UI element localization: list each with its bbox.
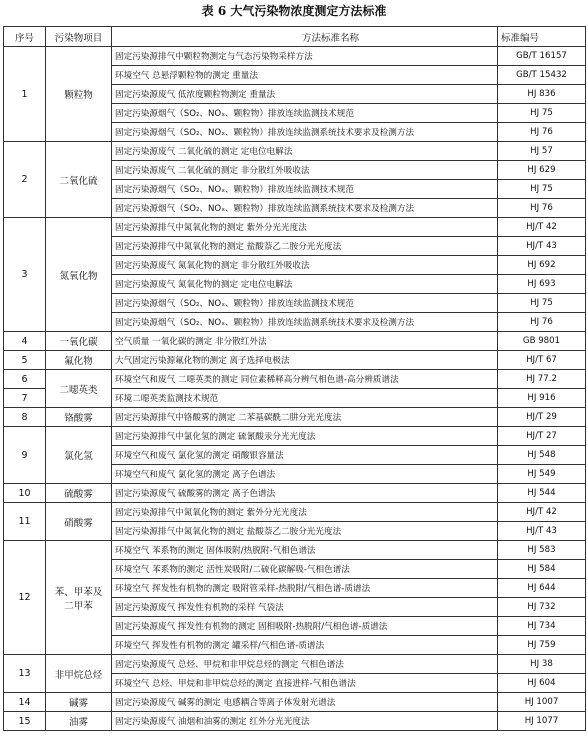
standard-code-cell: HJ/T 43 bbox=[498, 237, 586, 256]
method-name-cell: 固定污染源排气中氮氧化物的测定 盐酸萘乙二胺分光光度法 bbox=[112, 522, 498, 541]
standard-code-cell: HJ/T 42 bbox=[498, 218, 586, 237]
pollutant-cell: 氟化物 bbox=[46, 351, 112, 370]
standard-code-cell: HJ/T 42 bbox=[498, 503, 586, 522]
serial-number-cell: 15 bbox=[4, 712, 46, 731]
method-name-cell: 固定污染源烟气（SO₂、NOₓ、颗粒物）排放连续监测技术规范 bbox=[112, 180, 498, 199]
method-name-cell: 固定污染源烟气（SO₂、NOₓ、颗粒物）排放连续监测系统技术要求及检测方法 bbox=[112, 199, 498, 218]
pollutant-cell: 氯化氢 bbox=[46, 427, 112, 484]
standard-code-cell: HJ/T 27 bbox=[498, 427, 586, 446]
table-row bbox=[4, 503, 586, 522]
header-method-name: 方法标准名称 bbox=[112, 27, 498, 47]
method-name-cell: 固定污染源废气 硫酸雾的测定 离子色谱法 bbox=[112, 484, 498, 503]
pollutant-cell: 非甲烷总烃 bbox=[46, 655, 112, 693]
pollutant-cell: 碱雾 bbox=[46, 693, 112, 712]
serial-number-cell: 12 bbox=[4, 541, 46, 655]
standard-code-cell: HJ 759 bbox=[498, 636, 586, 655]
standard-code-cell: HJ 75 bbox=[498, 180, 586, 199]
method-name-cell: 固定污染源废气 二氧化硫的测定 非分散红外吸收法 bbox=[112, 161, 498, 180]
standard-code-cell: HJ 76 bbox=[498, 313, 586, 332]
standard-code-cell: HJ 75 bbox=[498, 104, 586, 123]
standard-code-cell: HJ 1007 bbox=[498, 693, 586, 712]
table-row bbox=[4, 484, 586, 503]
method-name-cell: 环境空气 苯系物的测定 固体吸附/热脱附-气相色谱法 bbox=[112, 541, 498, 560]
standard-code-cell: HJ 644 bbox=[498, 579, 586, 598]
standard-code-cell: HJ 693 bbox=[498, 275, 586, 294]
standard-code-cell: HJ 916 bbox=[498, 389, 586, 408]
standard-code-cell: GB/T 15432 bbox=[498, 66, 586, 85]
method-name-cell: 环境空气 挥发性有机物的测定 吸附管采样-热脱附/气相色谱-质谱法 bbox=[112, 579, 498, 598]
standard-code-cell: HJ/T 43 bbox=[498, 522, 586, 541]
pollutant-cell: 油雾 bbox=[46, 712, 112, 731]
serial-number-cell: 6 bbox=[4, 370, 46, 389]
method-name-cell: 固定污染源废气 二氧化硫的测定 定电位电解法 bbox=[112, 142, 498, 161]
method-name-cell: 固定污染源排气中氮氧化物的测定 紫外分光光度法 bbox=[112, 503, 498, 522]
method-name-cell: 环境空气和废气 氯化氢的测定 硝酸银容量法 bbox=[112, 446, 498, 465]
serial-number-cell: 1 bbox=[4, 47, 46, 142]
method-name-cell: 固定污染源排气中颗粒物测定与气态污染物采样方法 bbox=[112, 47, 498, 66]
standard-code-cell: HJ 76 bbox=[498, 199, 586, 218]
table-row bbox=[4, 218, 586, 237]
standard-code-cell: GB 9801 bbox=[498, 332, 586, 351]
pollutant-cell: 氮氧化物 bbox=[46, 218, 112, 332]
pollutant-line: 苯、甲苯及 bbox=[54, 586, 103, 598]
standard-code-cell: HJ 57 bbox=[498, 142, 586, 161]
table-row bbox=[4, 427, 586, 446]
method-name-cell: 固定污染源烟气（SO₂、NOₓ、颗粒物）排放连续监测系统技术要求及检测方法 bbox=[112, 123, 498, 142]
standard-code-cell: HJ 836 bbox=[498, 85, 586, 104]
pollutant-cell: 颗粒物 bbox=[46, 47, 112, 142]
serial-number-cell: 13 bbox=[4, 655, 46, 693]
standard-code-cell: HJ 732 bbox=[498, 598, 586, 617]
pollutant-cell: 硝酸雾 bbox=[46, 503, 112, 541]
method-name-cell: 固定污染源排气中铬酸雾的测定 二苯基碳酰二肼分光光度法 bbox=[112, 408, 498, 427]
serial-number-cell: 5 bbox=[4, 351, 46, 370]
serial-number-cell: 14 bbox=[4, 693, 46, 712]
standard-code-cell: HJ 75 bbox=[498, 294, 586, 313]
standards-table bbox=[3, 26, 586, 731]
method-name-cell: 固定污染源废气 氮氧化物的测定 定电位电解法 bbox=[112, 275, 498, 294]
serial-number-cell: 3 bbox=[4, 218, 46, 332]
standard-code-cell: HJ 549 bbox=[498, 465, 586, 484]
standard-code-cell: HJ 76 bbox=[498, 123, 586, 142]
table-row bbox=[4, 712, 586, 731]
method-name-cell: 空气质量 一氧化碳的测定 非分散红外法 bbox=[112, 332, 498, 351]
table-row bbox=[4, 541, 586, 560]
table-row bbox=[4, 655, 586, 674]
standard-code-cell: HJ 734 bbox=[498, 617, 586, 636]
method-name-cell: 固定污染源排气中氮氧化物的测定 盐酸萘乙二胺分光光度法 bbox=[112, 237, 498, 256]
method-name-cell: 环境空气 挥发性有机物的测定 罐采样/气相色谱-质谱法 bbox=[112, 636, 498, 655]
method-name-cell: 固定污染源烟气（SO₂、NOₓ、颗粒物）排放连续监测系统技术要求及检测方法 bbox=[112, 313, 498, 332]
method-name-cell: 固定污染源废气 总烃、甲烷和非甲烷总烃的测定 气相色谱法 bbox=[112, 655, 498, 674]
method-name-cell: 固定污染源废气 挥发性有机物的测定 固相吸附-热脱附/气相色谱-质谱法 bbox=[112, 617, 498, 636]
standard-code-cell: HJ 548 bbox=[498, 446, 586, 465]
method-name-cell: 环境空气和废气 二噁英类的测定 同位素稀释高分辨气相色谱-高分辨质谱法 bbox=[112, 370, 498, 389]
serial-number-cell: 2 bbox=[4, 142, 46, 218]
method-name-cell: 固定污染源烟气（SO₂、NOₓ、颗粒物）排放连续监测技术规范 bbox=[112, 104, 498, 123]
method-name-cell: 固定污染源废气 碱雾的测定 电感耦合等离子体发射光谱法 bbox=[112, 693, 498, 712]
standard-code-cell: HJ/T 29 bbox=[498, 408, 586, 427]
method-name-cell: 固定污染源废气 氮氧化物的测定 非分散红外吸收法 bbox=[112, 256, 498, 275]
header-serial-number: 序号 bbox=[4, 27, 46, 47]
standard-code-cell: HJ 583 bbox=[498, 541, 586, 560]
table-row bbox=[4, 370, 586, 389]
method-name-cell: 环境空气和废气 氯化氢的测定 离子色谱法 bbox=[112, 465, 498, 484]
pollutant-cell: 一氧化碳 bbox=[46, 332, 112, 351]
table-header-row bbox=[4, 27, 586, 47]
standard-code-cell: HJ 584 bbox=[498, 560, 586, 579]
method-name-cell: 环境二噁英类监测技术规范 bbox=[112, 389, 498, 408]
method-name-cell: 固定污染源烟气（SO₂、NOₓ、颗粒物）排放连续监测技术规范 bbox=[112, 294, 498, 313]
method-name-cell: 固定污染源废气 低浓度颗粒物测定 重量法 bbox=[112, 85, 498, 104]
table-row bbox=[4, 408, 586, 427]
table-row bbox=[4, 332, 586, 351]
table-caption: 表 6 大气污染物浓度测定方法标准 bbox=[201, 4, 387, 18]
standard-code-cell: HJ 77.2 bbox=[498, 370, 586, 389]
standard-code-cell: HJ/T 67 bbox=[498, 351, 586, 370]
table-row bbox=[4, 47, 586, 66]
table-row bbox=[4, 693, 586, 712]
method-name-cell: 固定污染源排气中氯化氢的测定 硫氰酸汞分光光度法 bbox=[112, 427, 498, 446]
header-pollutant: 污染物项目 bbox=[46, 27, 112, 47]
pollutant-cell: 铬酸雾 bbox=[46, 408, 112, 427]
method-name-cell: 固定污染源排气中氮氧化物的测定 紫外分光光度法 bbox=[112, 218, 498, 237]
standard-code-cell: HJ 544 bbox=[498, 484, 586, 503]
serial-number-cell: 7 bbox=[4, 389, 46, 408]
method-name-cell: 环境空气 总烃、甲烷和非甲烷总烃的测定 直接进样-气相色谱法 bbox=[112, 674, 498, 693]
standard-code-cell: HJ 629 bbox=[498, 161, 586, 180]
method-name-cell: 环境空气 总悬浮颗粒物的测定 重量法 bbox=[112, 66, 498, 85]
serial-number-cell: 4 bbox=[4, 332, 46, 351]
table-row bbox=[4, 142, 586, 161]
table-body bbox=[4, 47, 586, 731]
pollutant-cell: 二氧化硫 bbox=[46, 142, 112, 218]
header-standard-code: 标准编号 bbox=[498, 27, 586, 47]
serial-number-cell: 10 bbox=[4, 484, 46, 503]
serial-number-cell: 11 bbox=[4, 503, 46, 541]
serial-number-cell: 9 bbox=[4, 427, 46, 484]
method-name-cell: 固定污染源废气 挥发性有机物的采样 气袋法 bbox=[112, 598, 498, 617]
pollutant-cell bbox=[46, 541, 112, 655]
standard-code-cell: GB/T 16157 bbox=[498, 47, 586, 66]
serial-number-cell: 8 bbox=[4, 408, 46, 427]
pollutant-cell: 硫酸雾 bbox=[46, 484, 112, 503]
pollutant-cell: 二噁英类 bbox=[46, 370, 112, 408]
standard-code-cell: HJ 692 bbox=[498, 256, 586, 275]
method-name-cell: 环境空气 苯系物的测定 活性炭吸附/二硫化碳解吸-气相色谱法 bbox=[112, 560, 498, 579]
table-row bbox=[4, 351, 586, 370]
standard-code-cell: HJ 38 bbox=[498, 655, 586, 674]
standard-code-cell: HJ 604 bbox=[498, 674, 586, 693]
pollutant-line: 二甲苯 bbox=[64, 600, 93, 612]
method-name-cell: 大气固定污染源氟化物的测定 离子选择电极法 bbox=[112, 351, 498, 370]
method-name-cell: 固定污染源废气 油烟和油雾的测定 红外分光光度法 bbox=[112, 712, 498, 731]
standard-code-cell: HJ 1077 bbox=[498, 712, 586, 731]
